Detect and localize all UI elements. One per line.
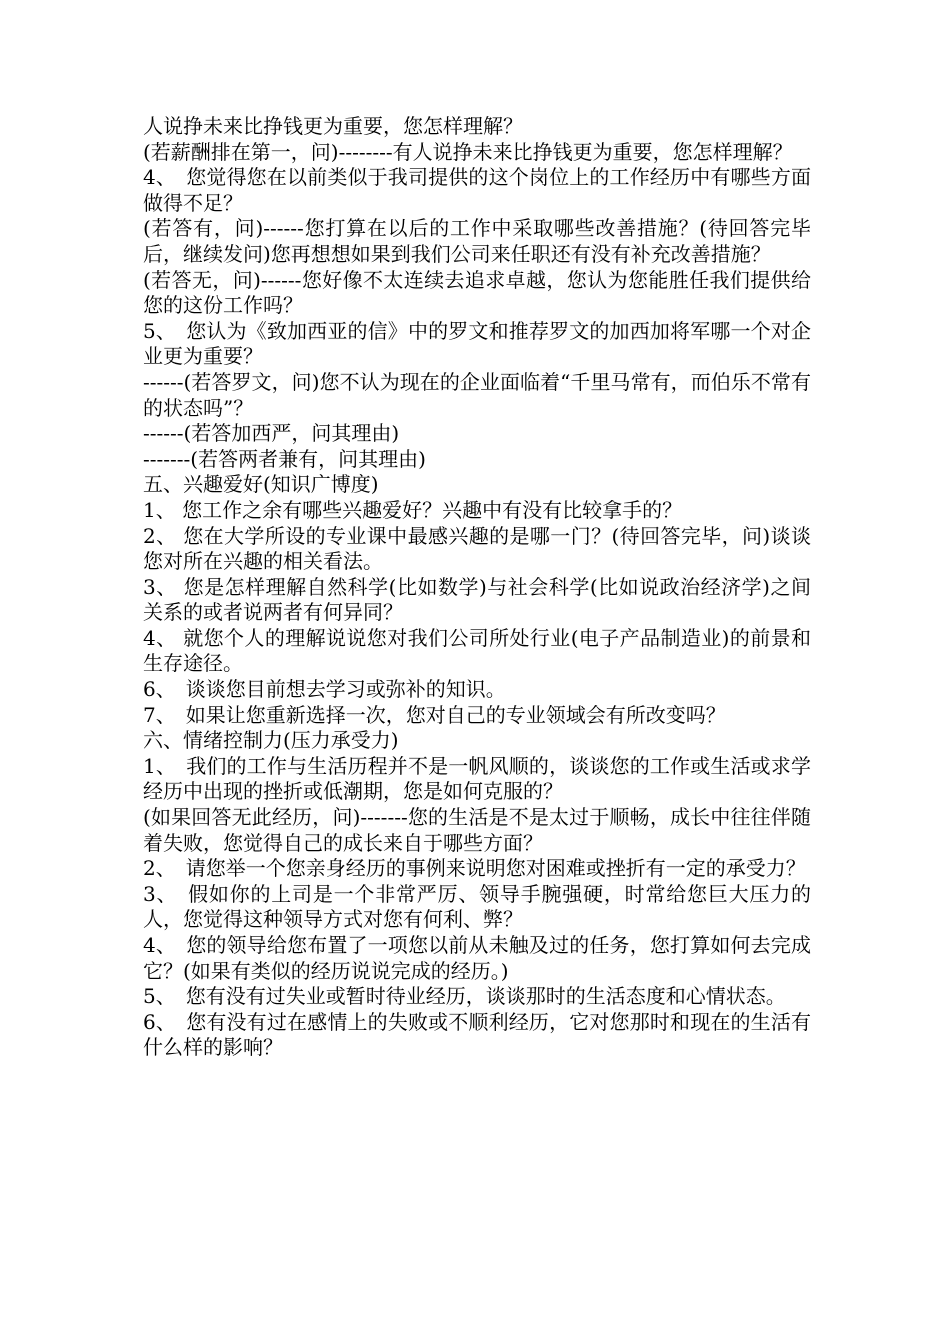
paragraph: 3、 您是怎样理解自然科学(比如数学)与社会科学(比如说政治经济学)之间关系的或者说两者有何异同？ [143,574,811,625]
document-body [143,114,811,1061]
paragraph: ------(若答罗文，问)您不认为现在的企业面临着“千里马常有，而伯乐不常有的状态吗”？ [143,369,811,420]
paragraph: -------(若答两者兼有，问其理由) [143,446,426,471]
paragraph: (若薪酬排在第一，问)--------有人说挣未来比挣钱更为重要，您怎样理解？ [143,139,793,164]
paragraph: 3、 假如你的上司是一个非常严厉、领导手腕强硬，时常给您巨大压力的人，您觉得这种领导方式对您有何利、弊？ [143,881,811,932]
paragraph: 2、 请您举一个您亲身经历的事例来说明您对困难或挫折有一定的承受力？ [143,856,806,881]
paragraph: 4、 就您个人的理解说说您对我们公司所处行业(电子产品制造业)的前景和生存途径。 [143,625,811,676]
paragraph: 4、 您觉得您在以前类似于我司提供的这个岗位上的工作经历中有哪些方面做得不足？ [143,165,811,215]
paragraph: 6、 谈谈您目前想去学习或弥补的知识。 [143,677,506,702]
paragraph: ------(若答加西严，问其理由) [143,421,400,446]
paragraph: 人说挣未来比挣钱更为重要，您怎样理解？ [143,114,523,138]
paragraph: 4、 您的领导给您布置了一项您以前从未触及过的任务，您打算如何去完成它？(如果有类似的经历说说完成的经历。) [143,933,811,983]
paragraph: (若答无，问)------您好像不太连续去追求卓越，您认为您能胜任我们提供给您的这份工作吗？ [143,267,811,318]
paragraph: 6、 您有没有过在感情上的失败或不顺利经历，它对您那时和现在的生活有什么样的影响？ [143,1009,811,1060]
paragraph: 5、 您有没有过失业或暂时待业经历，谈谈那时的生活态度和心情状态。 [143,984,786,1009]
section-heading: 五、兴趣爱好(知识广博度) [143,472,379,497]
section-heading: 六、情绪控制力(压力承受力) [143,728,399,753]
paragraph: 2、 您在大学所设的专业课中最感兴趣的是哪一门？(待回答完毕，问)谈谈您对所在兴趣的相关看法。 [143,523,811,574]
paragraph: 1、 我们的工作与生活历程并不是一帆风顺的，谈谈您的工作或生活或求学经历中出现的挫折或低潮期，您是如何克服的？ [143,753,811,804]
paragraph: (若答有，问)------您打算在以后的工作中采取哪些改善措施？(待回答完毕后，继续发问)您再想想如果到我们公司来任职还有没有补充改善措施？ [143,216,811,266]
paragraph: (如果回答无此经历，问)-------您的生活是不是太过于顺畅，成长中往往伴随着失败，您觉得自己的成长来自于哪些方面？ [143,805,811,855]
paragraph: 5、 您认为《致加西亚的信》中的罗文和推荐罗文的加西加将军哪一个对企业更为重要？ [143,318,811,369]
paragraph: 1、 您工作之余有哪些兴趣爱好？兴趣中有没有比较拿手的？ [143,497,683,522]
paragraph: 7、 如果让您重新选择一次，您对自己的专业领域会有所改变吗？ [143,702,726,727]
